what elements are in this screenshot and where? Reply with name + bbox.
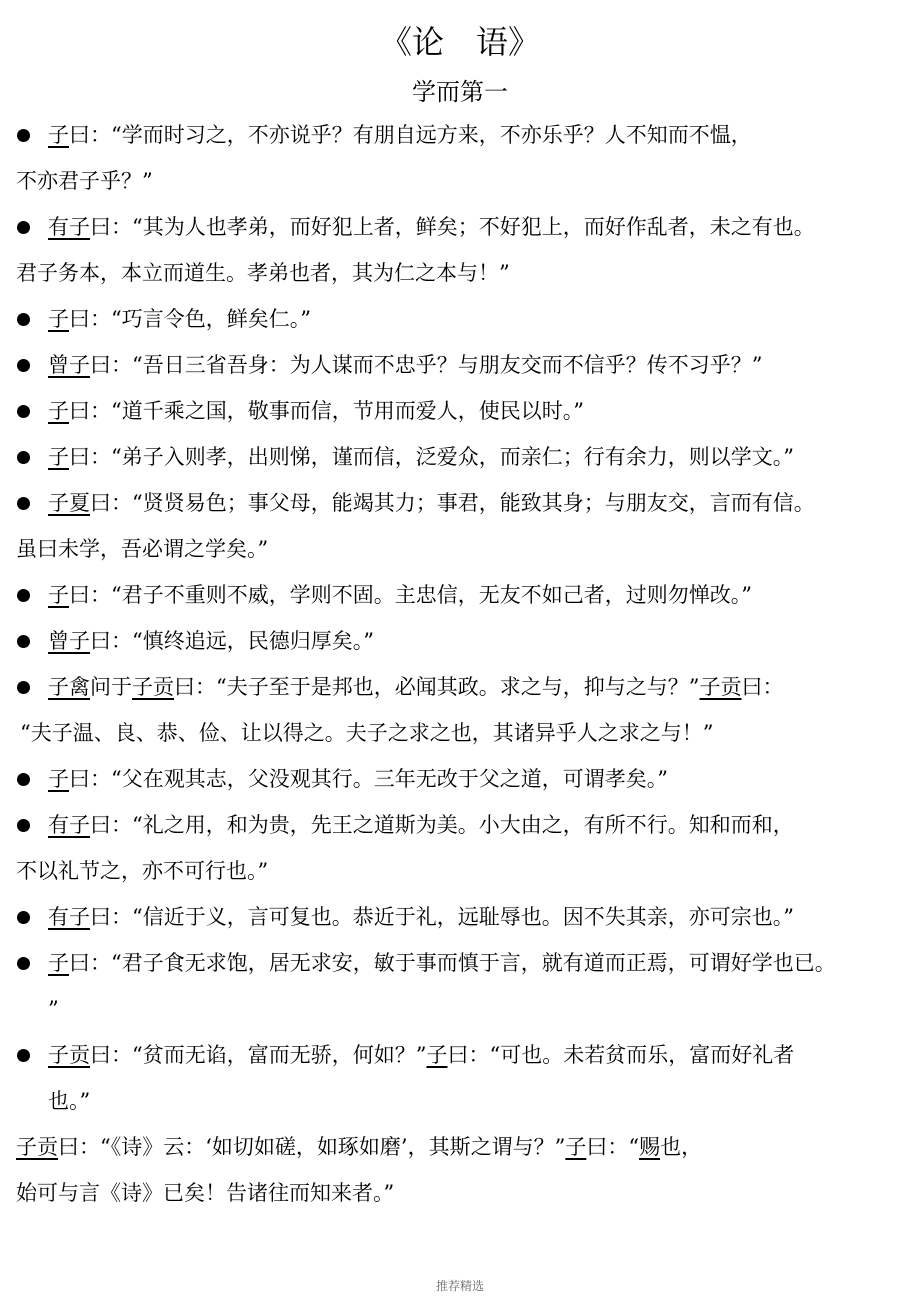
speaker-name: 子贡 <box>132 675 174 699</box>
passage-text: 曰：“君子不重则不威，学则不固。主忠信，无友不如己者，过则勿惮改。” <box>69 583 752 607</box>
passage <box>16 618 920 664</box>
passage-text: 曰：“君子食无求饱，居无求安，敏于事而慎于言，就有道而正焉，可谓好学也已。 <box>69 951 836 975</box>
passage <box>16 894 920 940</box>
passage-text: 曰：“夫子至于是邦也，必闻其政。求之与，抑与之与？” <box>174 675 700 699</box>
chapter-title: 学而第一 <box>412 78 508 106</box>
passage <box>16 204 920 296</box>
passage <box>16 1124 920 1216</box>
speaker-name: 子贡 <box>16 1135 58 1159</box>
speaker-name: 子 <box>426 1043 448 1067</box>
bullet-icon <box>17 773 30 786</box>
passage-text: 曰：“慎终追远，民德归厚矣。” <box>90 629 374 653</box>
passage <box>16 296 920 342</box>
page-title: 《论 语》 <box>379 23 540 61</box>
speaker-name: 子 <box>48 951 69 975</box>
bullet-icon <box>17 405 30 418</box>
passage <box>16 756 920 802</box>
passage-continuation: ” <box>48 997 59 1021</box>
bullet-icon <box>17 129 30 142</box>
passage-continuation: 不以礼节之，亦不可行也。” <box>16 859 269 883</box>
passage <box>16 664 920 756</box>
passage-text: 曰：“ <box>586 1135 640 1159</box>
bullet-icon <box>17 313 30 326</box>
speaker-name: 有子 <box>48 813 90 837</box>
passage-continuation: 也。” <box>48 1089 91 1113</box>
speaker-name: 子 <box>48 767 69 791</box>
passage-text: 曰：“巧言令色，鲜矣仁。” <box>69 307 311 331</box>
passage-text: 也， <box>660 1135 703 1159</box>
bullet-icon <box>17 635 30 648</box>
passage <box>16 480 920 572</box>
bullet-icon <box>17 819 30 832</box>
speaker-name: 子贡 <box>48 1043 90 1067</box>
passage-continuation: 不亦君子乎？” <box>16 169 153 193</box>
passage-text: 问于 <box>90 675 132 699</box>
passage <box>16 342 920 388</box>
bullet-icon <box>17 359 30 372</box>
passage-text: 曰：“弟子入则孝，出则悌，谨而信，泛爱众，而亲仁；行有余力，则以学文。” <box>69 445 794 469</box>
passage-text: 曰：“贫而无谄，富而无骄，何如？” <box>90 1043 427 1067</box>
speaker-name: 赐 <box>639 1135 661 1159</box>
passage-continuation: 始可与言《诗》已矣！告诸往而知来者。” <box>16 1181 395 1205</box>
bullet-icon <box>17 911 30 924</box>
passage-text: 曰：“礼之用，和为贵，先王之道斯为美。小大由之，有所不行。知和而和， <box>90 813 794 837</box>
passage-text: 曰：“信近于义，言可复也。恭近于礼，远耻辱也。因不失其亲，亦可宗也。” <box>90 905 794 929</box>
speaker-name: 曾子 <box>48 353 90 377</box>
bullet-icon <box>17 957 30 970</box>
bullet-icon <box>17 589 30 602</box>
passage-text: 曰：“其为人也孝弟，而好犯上者，鲜矣；不好犯上，而好作乱者，未之有也。 <box>90 215 815 239</box>
passage <box>16 940 920 1032</box>
speaker-name: 子 <box>565 1135 587 1159</box>
page-footer: 推荐精选 <box>435 1279 484 1293</box>
passage-text: 曰：“父在观其志，父没观其行。三年无改于父之道，可谓孝矣。” <box>69 767 668 791</box>
speaker-name: 有子 <box>48 215 90 239</box>
speaker-name: 有子 <box>48 905 90 929</box>
speaker-name: 子 <box>48 399 69 423</box>
speaker-name: 子 <box>48 123 69 147</box>
passage <box>16 388 920 434</box>
speaker-name: 子 <box>48 307 69 331</box>
passage-text: 曰：“道千乘之国，敬事而信，节用而爱人，使民以时。” <box>69 399 584 423</box>
passage-continuation: 虽曰未学，吾必谓之学矣。” <box>16 537 269 561</box>
passage-text: 曰：“可也。未若贫而乐，富而好礼者 <box>447 1043 795 1067</box>
passage <box>16 434 920 480</box>
passage-continuation: “夫子温、良、恭、俭、让以得之。夫子之求之也，其诸异乎人之求之与！” <box>20 721 714 745</box>
speaker-name: 子贡 <box>699 675 742 699</box>
passage-text: 曰：“学而时习之，不亦说乎？有朋自远方来，不亦乐乎？人不知而不愠， <box>69 123 752 147</box>
bullet-icon <box>17 497 30 510</box>
passage-text: 曰：“吾日三省吾身：为人谋而不忠乎？与朋友交而不信乎？传不习乎？” <box>90 353 763 377</box>
passage-continuation: 君子务本，本立而道生。孝弟也者，其为仁之本与！” <box>16 261 510 285</box>
text-body <box>16 112 920 1216</box>
bullet-icon <box>17 451 30 464</box>
speaker-name: 曾子 <box>48 629 90 653</box>
bullet-icon <box>17 1049 30 1062</box>
passage-text: 曰：“贤贤易色；事父母，能竭其力；事君，能致其身；与朋友交，言而有信。 <box>90 491 815 515</box>
passage <box>16 802 920 894</box>
passage <box>16 1032 920 1124</box>
speaker-name: 子 <box>48 583 69 607</box>
passage-text: 曰：“《诗》云：‘如切如磋，如琢如磨’，其斯之谓与？” <box>58 1135 566 1159</box>
speaker-name: 子禽 <box>48 675 90 699</box>
speaker-name: 子 <box>48 445 69 469</box>
passage-text: 曰： <box>741 675 784 699</box>
passage <box>16 572 920 618</box>
speaker-name: 子夏 <box>48 491 90 515</box>
bullet-icon <box>17 221 30 234</box>
bullet-icon <box>17 681 30 694</box>
passage <box>16 112 920 204</box>
